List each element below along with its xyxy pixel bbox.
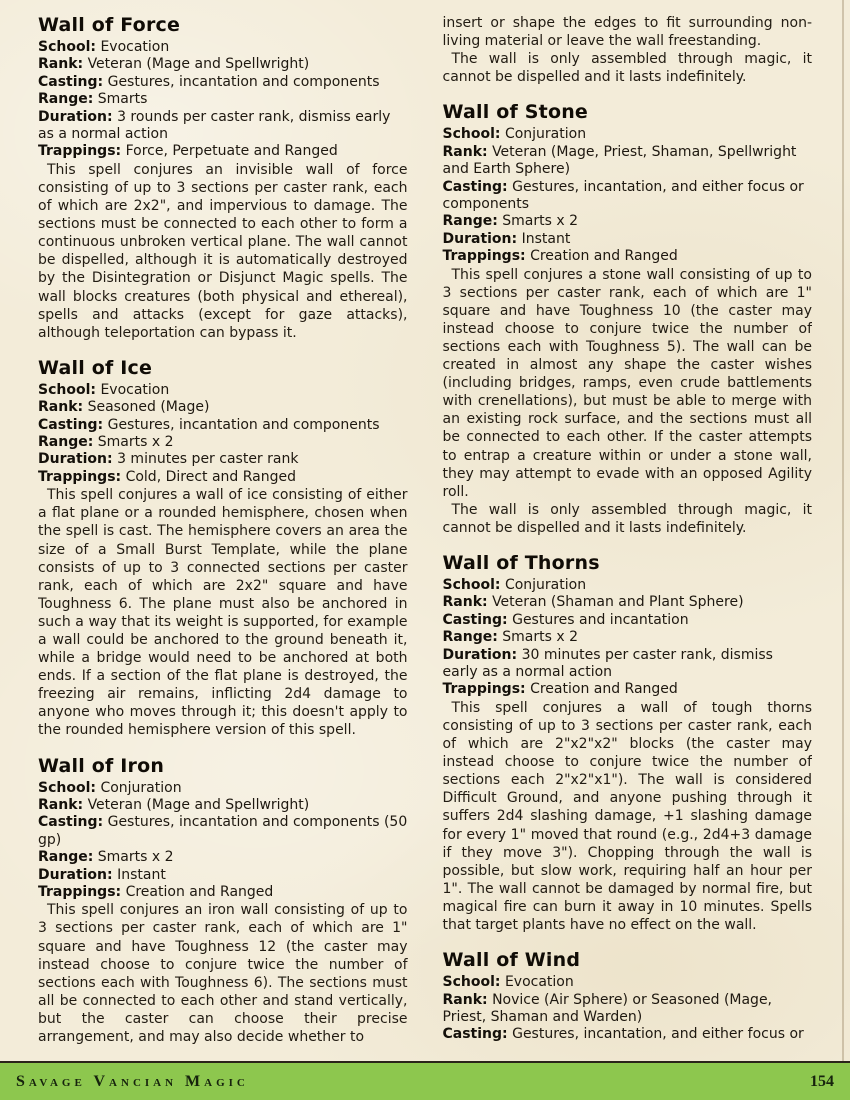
stat-value: Smarts x 2 — [97, 849, 174, 866]
stat-label: Casting: — [38, 814, 104, 831]
stat-line — [443, 577, 813, 594]
stat-label: Duration: — [442, 646, 518, 663]
stat-value: Smarts x 2 — [97, 434, 174, 450]
stat-label: Range: — [442, 213, 498, 230]
stat-line — [38, 91, 408, 108]
spell-paragraph: The wall is only assembled through magic, it cannot be dispelled and it lasts indefinitely. — [442, 51, 812, 86]
stat-label: Trappings: — [38, 468, 122, 485]
stat-value: Instant — [117, 866, 166, 883]
page-content — [38, 14, 812, 1046]
spell-section — [38, 14, 408, 342]
stat-line — [38, 797, 408, 814]
spell-paragraph: This spell conjures an iron wall consisting of up to 3 sections per caster rank, each of which are 1" square and have Toughness 12 (the caster may instead choose to conjure twice the number of sections each with Toughness 6). The sections must all be connected to each other and stand vertically, but the caster can choose their precise arrangement, and may also decide whether to — [38, 902, 408, 1046]
stat-value: Veteran (Mage and Spellwright) — [87, 56, 310, 73]
stat-label: Range: — [38, 849, 94, 866]
stat-value: Novice (Air Sphere) or Seasoned (Mage, Priest, Shaman and Warden) — [442, 991, 773, 1025]
stat-value: Seasoned (Mage) — [87, 399, 210, 416]
spell-title: Wall of Wind — [442, 949, 581, 972]
column-right — [443, 14, 813, 1046]
stat-label: Rank: — [38, 796, 84, 813]
stat-line — [38, 814, 408, 849]
stat-label: School: — [442, 126, 501, 143]
spell-title: Wall of Iron — [38, 754, 165, 777]
stat-value: Smarts — [97, 91, 148, 108]
page-number: 154 — [810, 1072, 834, 1090]
stat-value: Conjuration — [504, 577, 587, 594]
stat-label: School: — [38, 779, 96, 796]
page-edge-line — [842, 0, 844, 1061]
stat-label: Range: — [442, 629, 498, 646]
stat-label: Duration: — [38, 108, 113, 125]
stat-line — [38, 780, 408, 797]
stat-value: 3 minutes per caster rank — [117, 451, 299, 468]
stat-value: Veteran (Mage, Priest, Shaman, Spellwright and Earth Sphere) — [442, 143, 797, 178]
stat-label: Casting: — [442, 1026, 508, 1043]
stat-line — [38, 417, 408, 434]
spell-section — [38, 755, 408, 1046]
stat-label: School: — [38, 381, 96, 398]
stat-label: Trappings: — [442, 681, 526, 698]
stat-value: Creation and Ranged — [530, 681, 678, 698]
stat-value: Force, Perpetuate and Ranged — [125, 143, 338, 160]
footer-bar — [0, 1063, 850, 1100]
stat-label: Duration: — [38, 451, 113, 468]
stat-value: Creation and Ranged — [530, 248, 678, 265]
stat-line — [443, 629, 813, 646]
stat-value: Smarts x 2 — [502, 213, 579, 230]
spell-paragraph: insert or shape the edges to fit surrounding non-living material or leave the wall freestanding. — [442, 15, 812, 50]
stat-label: School: — [442, 974, 501, 991]
stat-line — [443, 992, 813, 1027]
spell-title: Wall of Thorns — [442, 552, 600, 575]
stat-label: Trappings: — [38, 143, 122, 160]
column-left — [38, 14, 408, 1046]
stat-line — [38, 56, 408, 73]
stat-line — [38, 451, 408, 468]
stat-value: Instant — [521, 230, 571, 247]
stat-label: Rank: — [442, 991, 488, 1008]
stat-label: Trappings: — [38, 883, 122, 900]
stat-label: Range: — [38, 91, 94, 108]
stat-value: Gestures, incantation, and either focus or components — [442, 178, 804, 212]
stat-label: School: — [38, 39, 96, 55]
stat-line — [443, 647, 813, 682]
stat-value: Creation and Ranged — [125, 883, 274, 900]
spell-section — [443, 101, 813, 537]
stat-line — [443, 612, 813, 629]
stat-line — [38, 109, 408, 144]
spell-paragraph: The wall is only assembled through magic, it cannot be dispelled and it lasts indefinitely. — [442, 501, 812, 536]
stat-line — [38, 884, 408, 901]
stat-line — [443, 1026, 813, 1043]
stat-label: School: — [442, 577, 501, 594]
stat-label: Rank: — [38, 56, 84, 73]
stat-value: 30 minutes per caster rank, dismiss early as a normal action — [442, 646, 773, 681]
spell-section — [443, 552, 813, 934]
stat-value: Conjuration — [504, 126, 587, 143]
stat-value: Gestures, incantation and components — [107, 73, 380, 90]
stat-line — [443, 179, 813, 214]
stat-label: Casting: — [442, 611, 508, 628]
stat-line — [38, 469, 408, 486]
stat-label: Rank: — [442, 594, 488, 611]
stat-value: Gestures and incantation — [512, 611, 689, 628]
stat-label: Trappings: — [442, 248, 526, 265]
stat-label: Rank: — [442, 143, 488, 160]
spell-paragraph: This spell conjures a stone wall consisting of up to 3 sections per caster rank, each of which are 1" square and have Toughness 10 (the caster may instead choose to conjure twice the number of sections each with Toughness 5). The wall can be created in almost any shape the caster wishes (including bridges, ramps, even crude battlements with crenellations), but must be able to merge with an existing rock surface, and the sections must all be connected to each other. If the caster attempts to entrap a creature within or under a stone wall, they may attempt to evade with an opposed Agility roll. — [442, 266, 812, 500]
stat-line — [443, 126, 813, 143]
spell-paragraph: This spell conjures an invisible wall of force consisting of up to 3 sections per caster rank, each of which are 2x2", and impervious to damage. The sections must be connected to each other to form a continuous unbroken vertical plane. The wall cannot be dispelled, although it is automatically destroyed by the Disintegration or Disjunct Magic spells. The wall blocks creatures (both physical and ethereal), spells and attacks (except for gaze attacks), although teleportation can bypass it. — [38, 161, 408, 341]
stat-line — [443, 213, 813, 230]
stat-line — [38, 382, 408, 399]
stat-label: Casting: — [38, 73, 104, 90]
footer-title: Savage Vancian Magic — [16, 1072, 249, 1090]
stat-line — [38, 434, 408, 451]
spell-title: Wall of Stone — [442, 101, 589, 124]
spell-title: Wall of Ice — [38, 356, 153, 379]
stat-line — [38, 399, 408, 416]
continuation-section — [443, 14, 813, 86]
spell-paragraph: This spell conjures a wall of ice consisting of either a flat plane or a rounded hemisphere, chosen when the spell is cast. The hemisphere covers an area the size of a Small Burst Template, while the plane consists of up to 3 connected sections per caster rank, each of which are 2x2" square and have Toughness 6. The plane must also be anchored in such a way that its weight is supported, for example a wall could be anchored to the ground beneath it, while a bridge would need to be anchored at both ends. If a section of the flat plane is destroyed, the freezing air remains, inflicting 2d4 damage to anyone who moves through it; this doesn't apply to the rounded hemisphere version of this spell. — [38, 487, 408, 739]
stat-value: Smarts x 2 — [502, 629, 579, 646]
stat-label: Duration: — [442, 230, 518, 247]
stat-line — [38, 849, 408, 866]
stat-value: Cold, Direct and Ranged — [125, 468, 297, 485]
stat-label: Casting: — [442, 178, 508, 195]
spell-paragraph: This spell conjures a wall of tough thorns consisting of up to 3 sections per caster rank, each of which are 2"x2"x2" blocks (the caster may instead choose to conjure twice the number of sections each 2"x2"x1"). The wall is considered Difficult Ground, and anyone pushing through it suffers 2d4 slashing damage, +1 slashing damage for every 1" moved that round (e.g., 2d4+3 damage if they move 3"). Chopping through the wall is possible, but slow work, requiring half an hour per 1". The wall cannot be damaged by normal fire, but magical fire can burn it away in 10 minutes. Spells that target plants have no effect on the wall. — [442, 699, 812, 933]
stat-label: Duration: — [38, 866, 113, 883]
stat-line — [443, 974, 813, 991]
spell-section — [38, 357, 408, 740]
stat-value: Conjuration — [100, 779, 182, 796]
stat-value: Veteran (Shaman and Plant Sphere) — [492, 594, 744, 611]
stat-line — [38, 867, 408, 884]
stat-value: 3 rounds per caster rank, dismiss early as a normal action — [38, 108, 391, 143]
stat-value: Gestures, incantation, and either focus or — [512, 1026, 804, 1043]
stat-label: Rank: — [38, 399, 84, 416]
stat-line — [38, 143, 408, 160]
stat-line — [443, 231, 813, 248]
stat-value: Evocation — [100, 39, 170, 55]
stat-line — [38, 39, 408, 56]
stat-line — [443, 681, 813, 698]
stat-line — [443, 594, 813, 611]
stat-value: Evocation — [100, 381, 170, 398]
stat-value: Veteran (Mage and Spellwright) — [87, 796, 310, 813]
stat-line — [443, 248, 813, 265]
stat-line — [38, 74, 408, 91]
stat-label: Range: — [38, 434, 94, 450]
stat-value: Gestures, incantation and components — [107, 416, 380, 433]
spell-section — [443, 949, 813, 1044]
spell-title: Wall of Force — [38, 14, 181, 36]
stat-label: Casting: — [38, 416, 104, 433]
stat-value: Evocation — [504, 974, 574, 991]
stat-line — [443, 144, 813, 179]
stat-value: Gestures, incantation and components (50 gp) — [38, 814, 408, 848]
